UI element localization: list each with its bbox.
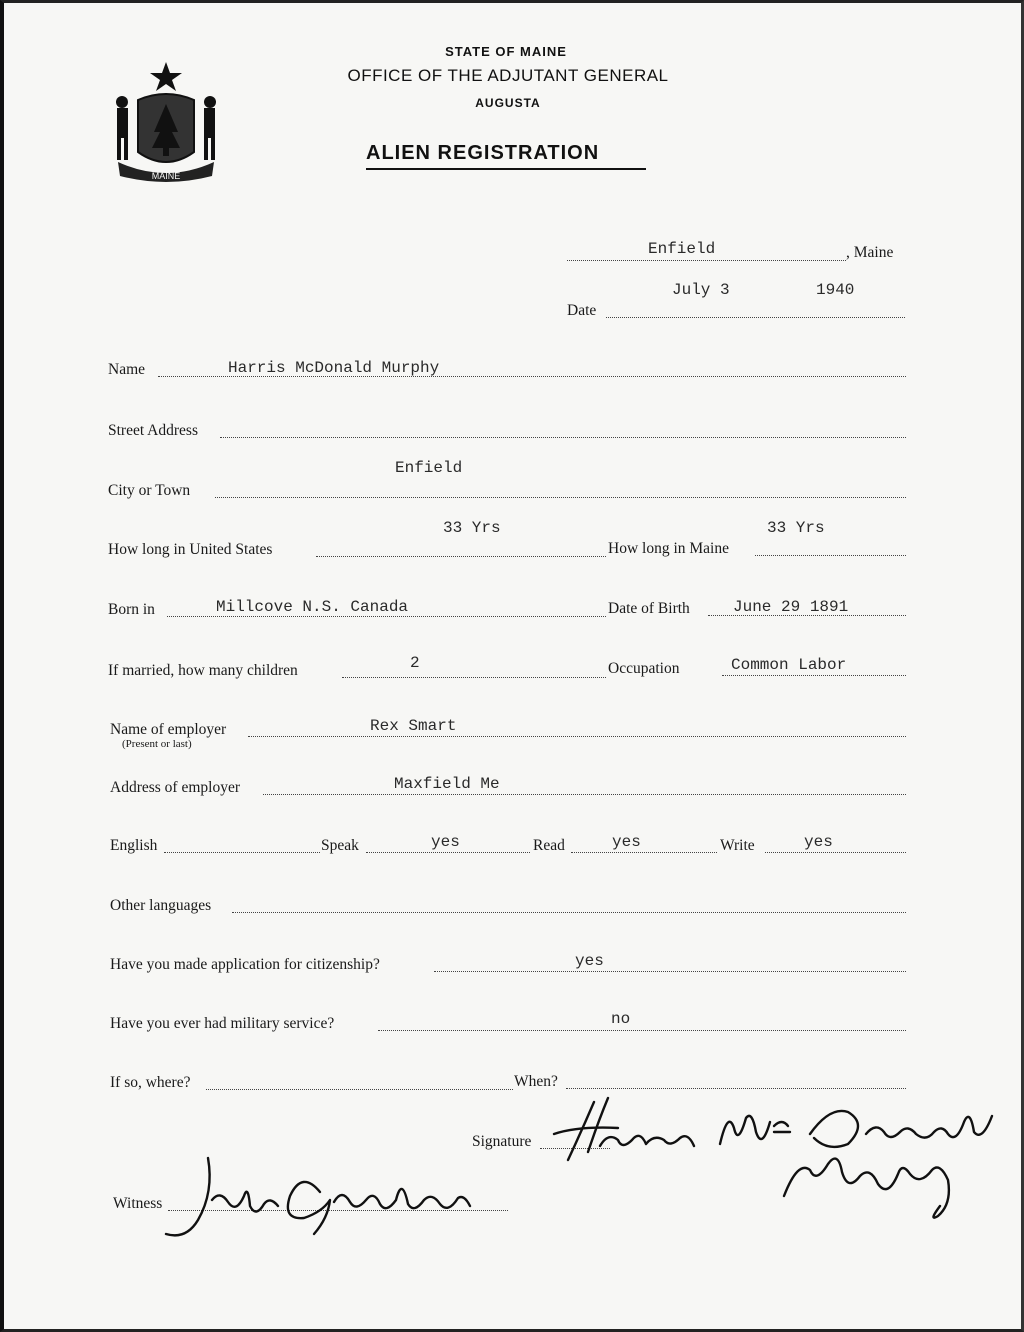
children-line [342, 677, 606, 678]
read-value: yes [612, 833, 641, 851]
employer-value: Rex Smart [370, 717, 457, 735]
write-value: yes [804, 833, 833, 851]
how-long-maine-line [755, 555, 906, 556]
place-suffix: , Maine [846, 244, 894, 261]
street-line [220, 437, 906, 438]
how-long-us-value: 33 Yrs [443, 519, 501, 537]
seal-text: MAINE [151, 171, 181, 181]
occupation-line [722, 675, 906, 676]
how-long-maine-label: How long in Maine [608, 540, 729, 557]
where-label: If so, where? [110, 1074, 191, 1091]
born-in-label: Born in [108, 601, 155, 618]
employer-address-value: Maxfield Me [394, 775, 500, 793]
children-label: If married, how many children [108, 662, 298, 679]
citizenship-value: yes [575, 952, 604, 970]
children-value: 2 [410, 654, 420, 672]
signature-label: Signature [472, 1133, 532, 1150]
date-label: Date [567, 302, 597, 319]
name-label: Name [108, 361, 146, 378]
header-office: OFFICE OF THE ADJUTANT GENERAL [347, 66, 669, 85]
when-label: When? [514, 1073, 558, 1090]
city-label: City or Town [108, 482, 191, 499]
occupation-value: Common Labor [731, 656, 847, 674]
military-label: Have you ever had military service? [110, 1015, 335, 1032]
date-value: July 3 [672, 281, 730, 299]
city-value: Enfield [395, 459, 463, 477]
born-in-value: Millcove N.S. Canada [216, 598, 409, 616]
city-line [215, 497, 906, 498]
employer-label: Name of employer [110, 721, 227, 738]
date-of-birth-label: Date of Birth [608, 600, 690, 617]
name-value: Harris McDonald Murphy [228, 359, 440, 377]
speak-label: Speak [321, 837, 359, 854]
date-line [606, 317, 905, 318]
citizenship-line [434, 971, 906, 972]
how-long-us-label: How long in United States [108, 541, 273, 558]
speak-line [366, 852, 530, 853]
born-in-line [167, 616, 606, 617]
signature-handwriting [548, 1088, 998, 1230]
how-long-maine-value: 33 Yrs [767, 519, 825, 537]
occupation-label: Occupation [608, 660, 680, 677]
title-underline [366, 168, 646, 170]
english-line [164, 852, 320, 853]
employer-address-line [263, 794, 906, 795]
date-of-birth-value: June 29 1891 [733, 598, 849, 616]
write-label: Write [720, 837, 755, 854]
place-line [567, 260, 846, 261]
write-line [765, 852, 906, 853]
how-long-us-line [316, 556, 606, 557]
employer-sublabel: (Present or last) [122, 738, 192, 750]
place-value: Enfield [648, 240, 716, 258]
employer-address-label: Address of employer [110, 779, 240, 796]
military-line [378, 1030, 906, 1031]
date-year: 1940 [816, 281, 855, 299]
speak-value: yes [431, 833, 460, 851]
employer-line [248, 736, 906, 737]
witness-handwriting [152, 1148, 492, 1248]
read-label: Read [533, 837, 565, 854]
header-state: STATE OF MAINE [445, 44, 567, 59]
where-line [206, 1089, 513, 1090]
street-label: Street Address [108, 422, 198, 439]
other-languages-line [232, 912, 906, 913]
other-languages-label: Other languages [110, 897, 212, 914]
military-value: no [611, 1010, 631, 1028]
english-label: English [110, 837, 158, 854]
read-line [571, 852, 717, 853]
form-title: ALIEN REGISTRATION [366, 142, 600, 164]
header-city: AUGUSTA [475, 96, 541, 110]
witness-label: Witness [113, 1195, 163, 1212]
citizenship-label: Have you made application for citizenship? [110, 956, 380, 973]
